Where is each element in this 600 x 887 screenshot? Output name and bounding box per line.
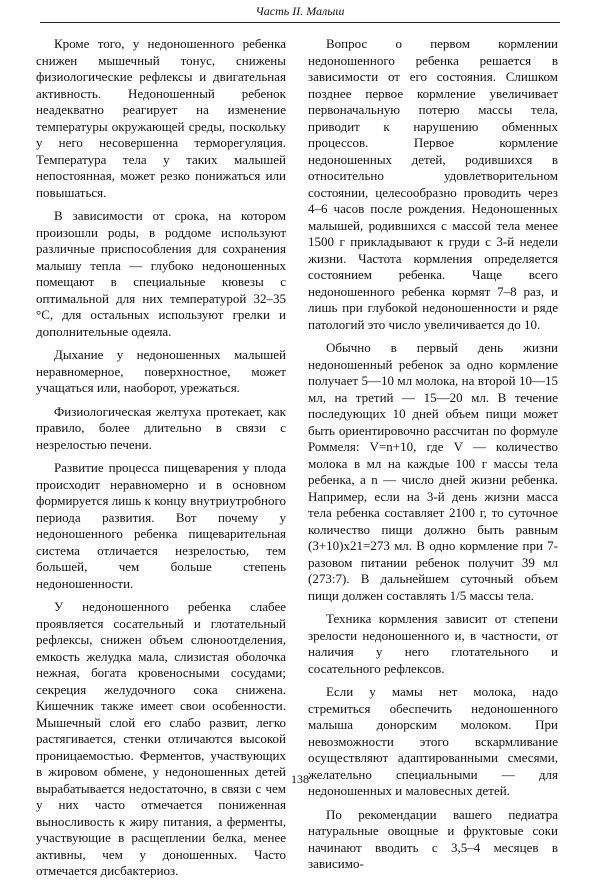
paragraph: Кроме того, у недоношенного ребенка снижен мышечный тонус, снижены физиологические рефлексы и двигательная активность. Недоношенный ребенок неадекватно реагирует на изменение температуры окружающей среды, поскольку у него несовершенна терморегуляция. Температура тела у таких малышей непостоянная, может резко понижаться или повышаться.: [36, 36, 286, 200]
paragraph: Техника кормления зависит от степени зрелости недоношенного и, в частности, от наличия у него глотательного и сосательного рефлексов.: [308, 611, 558, 676]
left-column: [36, 36, 286, 887]
paragraph: Дыхание у недоношенных малышей неравномерное, поверхностное, может учащаться или, наоборот, урежаться.: [36, 347, 286, 395]
page-number: 138: [291, 772, 309, 786]
paragraph: Физиологическая желтуха протекает, как правило, более длительно в связи с незрелостью печени.: [36, 403, 286, 452]
header-rule: [40, 22, 560, 23]
paragraph: У недоношенного ребенка слабее проявляется сосательный и глотательный рефлексы, снижен объем слюноотделения, емкость желудка мала, слизистая оболочка нежная, богата кровеносными сосудами; секреция желудочного сока снижена. Кишечник также имеет свои особенности. Мышечный слой его слабо развит, легко растягивается, стенки отличаются высокой проницаемостью. Ферментов, участвующих в жировом обмене, у недоношенных детей вырабатывается недостаточно, в связи с чем у них часто отмечается пониженная выносливость к жиру питания, а ферменты, участвующие в расщеплении белка, менее активны, чем у доношенных. Часто отмечается дисбактериоз.: [36, 599, 286, 878]
paragraph: Если у мамы нет молока, надо стремиться обеспечить недоношенного малыша донорским молоком. При невозможности этого вскармливание осуществляют адаптированными смесями, желательно специальными — для недоношенных и маловесных детей.: [308, 684, 558, 798]
paragraph: В зависимости от срока, на котором произошли роды, в роддоме используют различные приспособления для сохранения малышу тепла — глубоко недоношенных помещают в специальные кювезы с оптимальной для них температурой 32–35 °С, для остальных используют грелки и дополнительные одеяла.: [36, 208, 286, 339]
paragraph: Развитие процесса пищеварения у плода происходит неравномерно и в основном формируется лишь к концу внутриутробного периода развития. Вот почему у недоношенного ребенка пищеварительная система отличается незрелостью, тем большей, чем больше степень недоношенности.: [36, 460, 286, 591]
paragraph: По рекомендации вашего педиатра натуральные овощные и фруктовые соки начинают вводить с 3,5–4 месяцев в зависимо-: [308, 806, 558, 871]
paragraph: Обычно в первый день жизни недоношенный ребенок за одно кормление получает 5—10 мл молока, на второй 10—15 мл, на третий — 15—20 мл. В течение последующих 10 дней объем пищи может быть ориентировочно рассчитан по формуле Роммеля: V=n+10, где V — количество молока в мл на каждые 100 г массы тела ребенка, а n — число дней жизни ребенка. Например, если на 3-й день жизни масса тела ребенка составляет 2100 г, то суточное количество пищи должно быть равным (3+10)х21=273 мл. В одно кормление при 7-разовом питании ребенок получит 39 мл (273:7). В дальнейшем суточный объем пищи должен составлять 1/5 массы тела.: [308, 340, 558, 603]
paragraph: Вопрос о первом кормлении недоношенного ребенка решается в зависимости от его состояния. Слишком позднее первое кормление увеличивает первоначальную потерю массы тела, приводит к нарушению обменных процессов. Первое кормление недоношенных детей, родившихся в относительно удовлетворительном состоянии, целесообразно проводить через 4–6 часов после рождения. Недоношенных малышей, родившихся с массой тела менее 1500 г прикладывают к груди с 3-й недели жизни. Частота кормления определяется состоянием ребенка. Чаще всего недоношенного ребенка кормят 7–8 раз, и лишь при глубокой недоношенности и ряде патологий это число увеличивается до 10.: [308, 36, 558, 332]
right-column: [308, 36, 558, 880]
running-head: Часть II. Малыш: [255, 4, 345, 18]
